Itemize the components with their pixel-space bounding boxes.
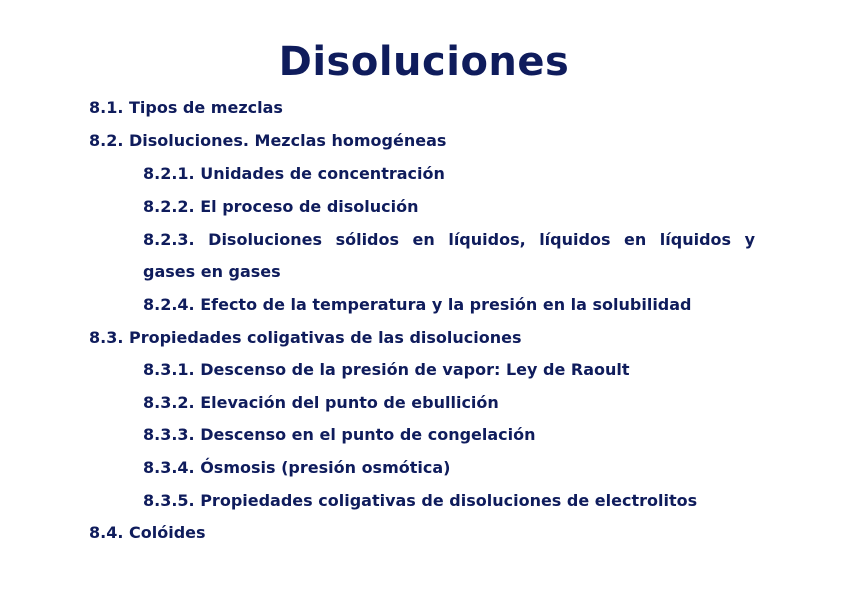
toc-item-8-3-2: 8.3.2. Elevación del punto de ebullición xyxy=(143,393,499,412)
toc-item-8-2-3-continued: gases en gases xyxy=(143,262,281,281)
toc-item-8-4: 8.4. Colóides xyxy=(89,523,206,542)
toc-item-8-3-3: 8.3.3. Descenso en el punto de congelación xyxy=(143,425,536,444)
toc-item-8-3-4: 8.3.4. Ósmosis (presión osmótica) xyxy=(143,458,451,477)
toc-item-8-2-4: 8.2.4. Efecto de la temperatura y la presión en la solubilidad xyxy=(143,295,692,314)
toc-item-8-2-1: 8.2.1. Unidades de concentración xyxy=(143,164,445,183)
toc-item-8-3-1: 8.3.1. Descenso de la presión de vapor: Ley de Raoult xyxy=(143,360,630,379)
toc-item-8-2: 8.2. Disoluciones. Mezclas homogéneas xyxy=(89,131,447,150)
toc-item-8-2-3: 8.2.3. Disoluciones sólidos en líquidos, líquidos en líquidos y xyxy=(143,230,755,249)
page-title: Disoluciones xyxy=(278,39,570,85)
toc-item-8-2-2: 8.2.2. El proceso de disolución xyxy=(143,197,419,216)
toc-item-8-3-5: 8.3.5. Propiedades coligativas de disoluciones de electrolitos xyxy=(143,491,698,510)
toc-item-8-1: 8.1. Tipos de mezclas xyxy=(89,98,283,117)
toc-item-8-3: 8.3. Propiedades coligativas de las disoluciones xyxy=(89,328,522,347)
